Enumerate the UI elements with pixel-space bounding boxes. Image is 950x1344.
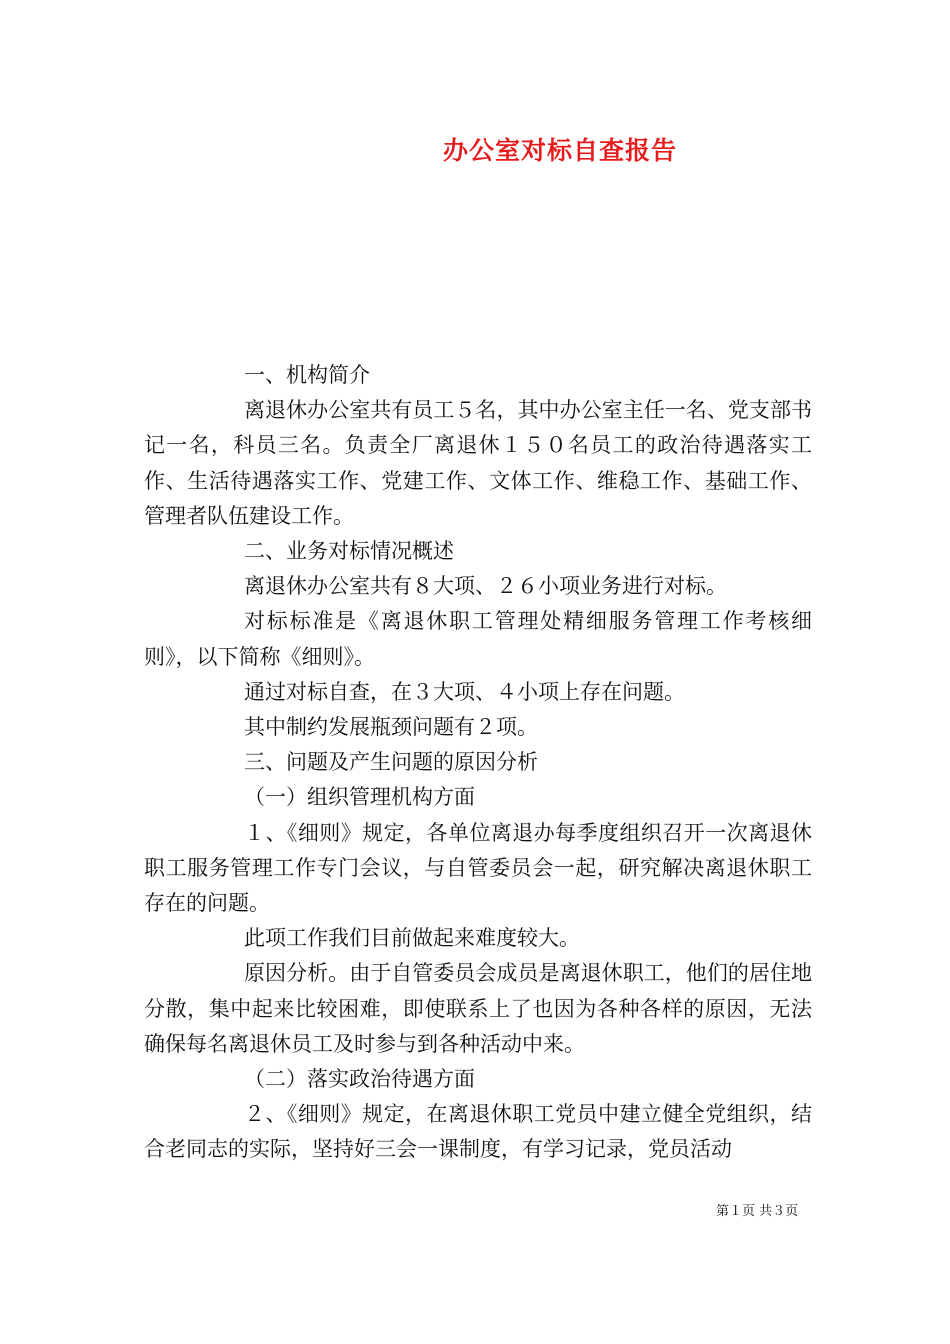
paragraph: 通过对标自查，在３大项、４小项上存在问题。 <box>244 679 685 704</box>
paragraph: 对标标准是《离退休职工管理处精细服务管理工作考核细则》，以下简称《细则》。 <box>144 609 812 669</box>
paragraph: ２、《细则》规定，在离退休职工党员中建立健全党组织，结合老同志的实际，坚持好三会一课制度，有学习记录，党员活动 <box>144 1102 812 1162</box>
page-number: 第１页 共３页 <box>716 1204 799 1219</box>
paragraph: １、《细则》规定，各单位离退办每季度组织召开一次离退休职工服务管理工作专门会议，与自管委员会一起，研究解决离退休职工存在的问题。 <box>144 820 812 916</box>
subsection-heading: （二）落实政治待遇方面 <box>244 1067 475 1092</box>
paragraph: 离退休办公室共有员工５名，其中办公室主任一名、党支部书记一名，科员三名。负责全厂离退休１５０名员工的政治待遇落实工作、生活待遇落实工作、党建工作、文体工作、维稳工作、基础工作、管理者队伍建设工作。 <box>144 398 812 528</box>
subsection-heading: （一）组织管理机构方面 <box>244 785 475 810</box>
document-body <box>144 358 812 1168</box>
section-heading: 二、业务对标情况概述 <box>244 539 454 564</box>
paragraph: 离退休办公室共有８大项、２６小项业务进行对标。 <box>244 574 727 599</box>
section-heading: 三、问题及产生问题的原因分析 <box>244 750 538 775</box>
section-heading: 一、机构简介 <box>244 363 370 387</box>
document-title: 办公室对标自查报告 <box>442 136 677 165</box>
paragraph: 此项工作我们目前做起来难度较大。 <box>244 926 580 951</box>
paragraph: 原因分析。由于自管委员会成员是离退休职工，他们的居住地分散，集中起来比较困难，即使联系上了也因为各种各样的原因，无法确保每名离退休员工及时参与到各种活动中来。 <box>144 961 812 1056</box>
paragraph: 其中制约发展瓶颈问题有２项。 <box>244 715 538 740</box>
